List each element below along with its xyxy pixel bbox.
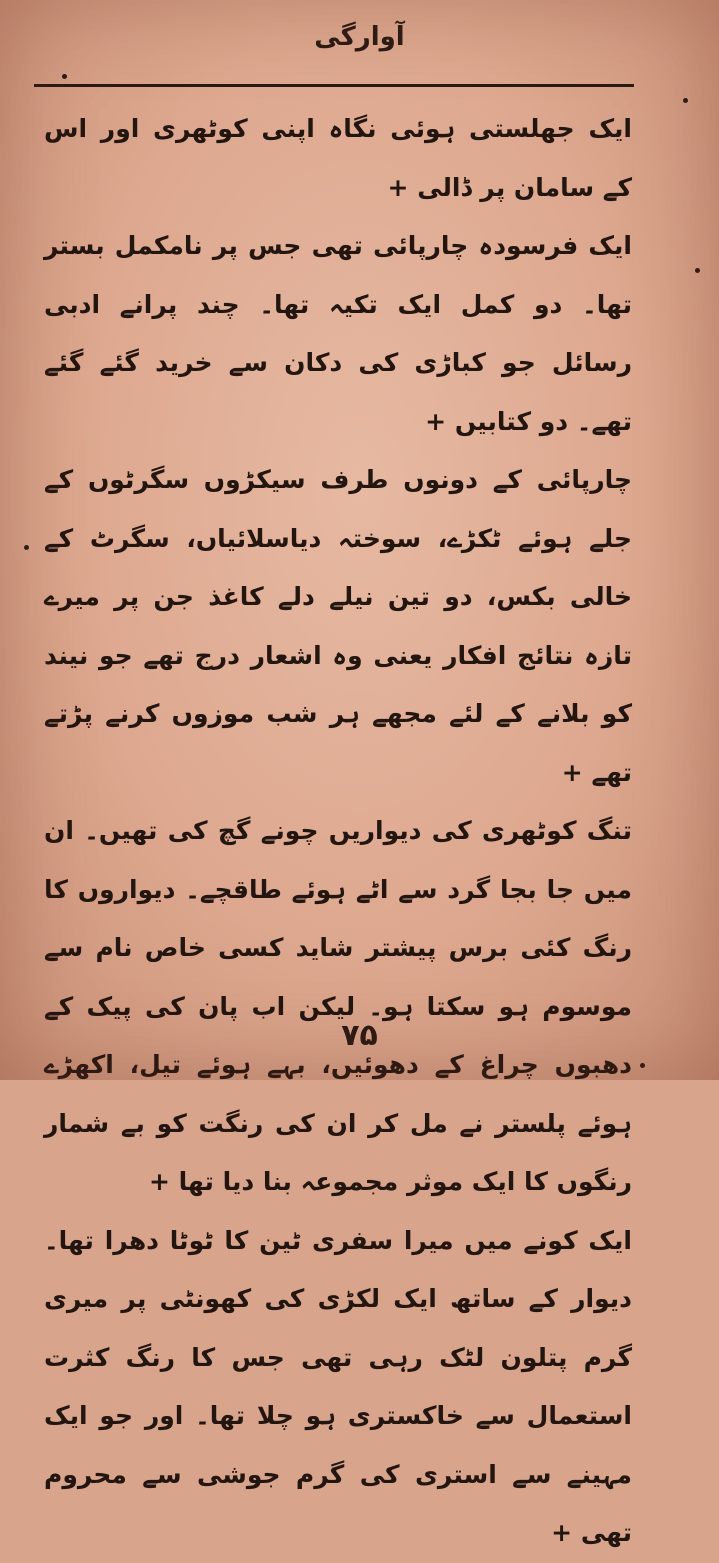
paragraph-end-mark: + (387, 172, 409, 202)
paragraph-text: ایک کونے میں میرا سفری ٹین کا ٹوٹا دھرا تھا۔ دیوار کے ساتھ ایک لکڑی کی کھونٹی پر میری گرم پتلون لٹک رہی تھی جس کا رنگ کثرت استعمال سے خاکستری ہو چلا تھا۔ اور جو ایک مہینے سے استری کی گرم جوشی سے محروم تھی (44, 1225, 632, 1547)
page-body (44, 100, 632, 1563)
paragraph-3 (44, 451, 632, 802)
ink-speck (62, 74, 67, 79)
paragraph-text: چارپائی کے دونوں طرف سیکڑوں سگرٹوں کے جلے ہوئے ٹکڑے، سوختہ دیاسلائیاں، سگرٹ کے خالی بکس، دو تین نیلے دلے کاغذ جن پر میرے تازہ نتائج افکار یعنی وہ اشعار درج تھے جو نیند کو بلانے کے لئے مجھے ہر شب موزوں کرنے پڑتے تھے (44, 465, 632, 787)
running-head: آوارگی (314, 22, 405, 52)
paragraph-text: ایک فرسودہ چارپائی تھی جس پر نامکمل بستر تھا۔ دو کمل ایک تکیہ تھا۔ چند پرانے ادبی رسائل جو کباڑی کی دکان سے خرید گئے گئے تھے۔ دو کتابیں (44, 231, 632, 436)
paragraph-2 (44, 217, 632, 451)
paragraph-4 (44, 802, 632, 1212)
ink-speck (683, 98, 688, 103)
paragraph-text: تنگ کوٹھری کی دیواریں چونے گچ کی تھیں۔ ان میں جا بجا گرد سے اٹے ہوئے طاقچے۔ دیواروں کا رنگ کئی برس پیشتر شاید کسی خاص نام سے موسوم ہو سکتا ہو۔ لیکن اب پان کی پیک کے دھبوں چراغ کے دھوئیں، بہے ہوئے تیل، اکھڑے ہوئے پلستر نے مل کر ان کی رنگت کو بے شمار رنگوں کا ایک موثر مجموعہ بنا دیا تھا (44, 816, 632, 1196)
page-number: ۷۵ (341, 1018, 378, 1053)
paragraph-end-mark: + (148, 1167, 170, 1196)
paragraph-1 (44, 100, 632, 217)
paragraph-end-mark: + (551, 1518, 573, 1547)
ink-speck (695, 268, 700, 273)
paragraph-end-mark: + (425, 406, 447, 436)
ink-speck (24, 545, 29, 550)
header-rule (34, 84, 634, 87)
paragraph-end-mark: + (561, 757, 583, 787)
paragraph-text: ایک جھلستی ہوئی نگاہ اپنی کوٹھری اور اس کے سامان پر ڈالی (44, 114, 632, 202)
paragraph-5 (44, 1212, 632, 1563)
ink-speck (640, 1063, 645, 1068)
